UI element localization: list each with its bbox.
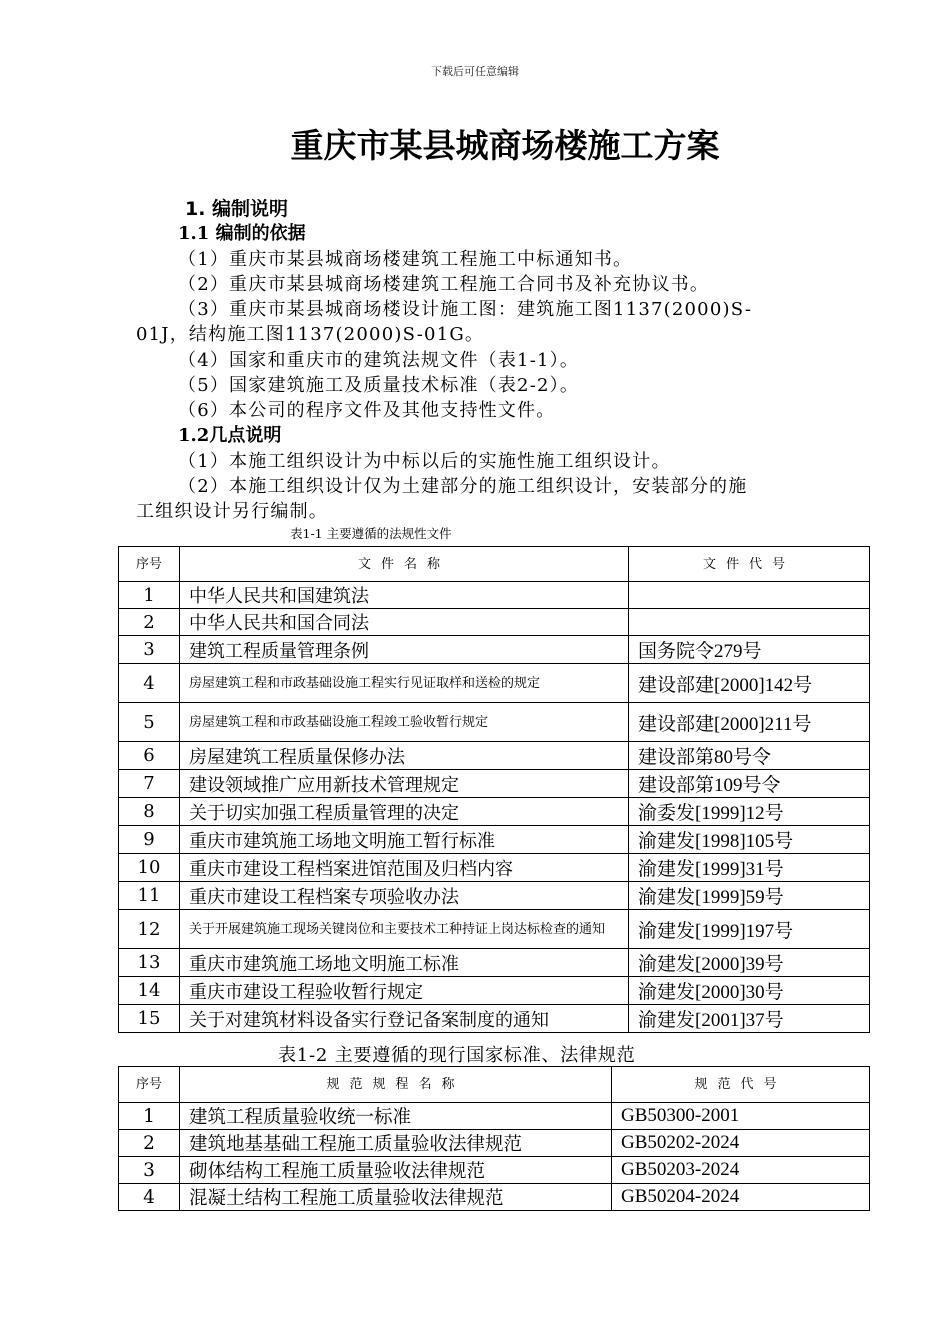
row-name: 建筑地基基础工程施工质量验收法律规范 <box>180 1130 612 1157</box>
column-header-no: 序号 <box>119 1067 180 1103</box>
row-no: 15 <box>119 1005 180 1033</box>
row-name: 中华人民共和国建筑法 <box>180 582 629 609</box>
row-code: 国务院令279号 <box>629 636 870 664</box>
table-row <box>119 977 870 1005</box>
table-row <box>119 1005 870 1033</box>
row-code <box>629 582 870 609</box>
table-row <box>119 582 870 609</box>
row-no: 5 <box>119 703 180 742</box>
row-name: 重庆市建设工程档案进馆范围及归档内容 <box>180 854 629 882</box>
row-name: 房屋建筑工程和市政基础设施工程实行见证取样和送检的规定 <box>180 664 629 703</box>
row-no: 3 <box>119 636 180 664</box>
note-item-continued: 工组织设计另行编制。 <box>136 501 328 522</box>
row-code: 渝建发[2001]37号 <box>629 1005 870 1033</box>
row-code: 渝建发[1999]31号 <box>629 854 870 882</box>
row-no: 13 <box>119 949 180 977</box>
basis-item: （3）重庆市某县城商场楼设计施工图：建筑施工图1137(2000)S- <box>178 299 753 320</box>
row-name: 房屋建筑工程和市政基础设施工程竣工验收暂行规定 <box>180 703 629 742</box>
basis-item: （5）国家建筑施工及质量技术标准（表2-2）。 <box>178 375 580 396</box>
column-header-name: 规范规程名称 <box>180 1067 612 1103</box>
row-no: 1 <box>119 1103 180 1130</box>
table-row <box>119 1184 870 1211</box>
row-no: 2 <box>119 1130 180 1157</box>
row-no: 4 <box>119 664 180 703</box>
row-no: 1 <box>119 582 180 609</box>
table-row <box>119 609 870 636</box>
row-no: 14 <box>119 977 180 1005</box>
subsection-heading: 1.1 编制的依据 <box>178 223 306 244</box>
table-row <box>119 664 870 703</box>
row-code: 渝建发[2000]30号 <box>629 977 870 1005</box>
subsection-heading: 1.2几点说明 <box>178 425 282 446</box>
row-code: GB50202-2024 <box>612 1130 870 1157</box>
table-row <box>119 703 870 742</box>
table-row <box>119 910 870 949</box>
header-note: 下载后可任意编辑 <box>431 65 519 78</box>
row-name: 关于开展建筑施工现场关键岗位和主要技术工种持证上岗达标检查的通知 <box>180 910 629 949</box>
row-code: 渝建发[1999]59号 <box>629 882 870 910</box>
row-code: 渝委发[1999]12号 <box>629 798 870 826</box>
row-code: GB50300-2001 <box>612 1103 870 1130</box>
note-item: （2）本施工组织设计仅为土建部分的施工组织设计，安装部分的施 <box>178 476 748 497</box>
row-code: 建设部建[2000]142号 <box>629 664 870 703</box>
row-code: 渝建发[2000]39号 <box>629 949 870 977</box>
row-no: 3 <box>119 1157 180 1184</box>
standards-table <box>118 1066 870 1211</box>
row-name: 建筑工程质量管理条例 <box>180 636 629 664</box>
row-code: GB50203-2024 <box>612 1157 870 1184</box>
basis-item: （6）本公司的程序文件及其他支持性文件。 <box>178 400 556 421</box>
table2-caption: 表1-2 主要遵循的现行国家标准、法律规范 <box>278 1045 636 1066</box>
table-row <box>119 826 870 854</box>
row-no: 7 <box>119 770 180 798</box>
table-row <box>119 798 870 826</box>
row-name: 关于对建筑材料设备实行登记备案制度的通知 <box>180 1005 629 1033</box>
row-no: 2 <box>119 609 180 636</box>
table-row <box>119 882 870 910</box>
row-code: 渝建发[1999]197号 <box>629 910 870 949</box>
row-name: 重庆市建设工程档案专项验收办法 <box>180 882 629 910</box>
row-name: 建筑工程质量验收统一标准 <box>180 1103 612 1130</box>
note-item: （1）本施工组织设计为中标以后的实施性施工组织设计。 <box>178 451 671 472</box>
regulations-table <box>118 546 870 1033</box>
table-row <box>119 1157 870 1184</box>
column-header-code: 规范代号 <box>612 1067 870 1103</box>
row-no: 4 <box>119 1184 180 1211</box>
column-header-code: 文件代号 <box>629 547 870 582</box>
row-no: 6 <box>119 742 180 770</box>
column-header-name: 文件名称 <box>180 547 629 582</box>
row-name: 中华人民共和国合同法 <box>180 609 629 636</box>
page-title: 重庆市某县城商场楼施工方案 <box>290 126 720 165</box>
row-name: 建设领域推广应用新技术管理规定 <box>180 770 629 798</box>
row-name: 重庆市建设工程验收暂行规定 <box>180 977 629 1005</box>
row-name: 混凝土结构工程施工质量验收法律规范 <box>180 1184 612 1211</box>
row-no: 11 <box>119 882 180 910</box>
row-code: 建设部第109号令 <box>629 770 870 798</box>
basis-item: （4）国家和重庆市的建筑法规文件（表1-1）。 <box>178 350 580 371</box>
row-code: 建设部建[2000]211号 <box>629 703 870 742</box>
row-no: 12 <box>119 910 180 949</box>
table-row <box>119 1103 870 1130</box>
table-row <box>119 854 870 882</box>
table-header-row <box>119 547 870 582</box>
row-code: GB50204-2024 <box>612 1184 870 1211</box>
table-row <box>119 1130 870 1157</box>
row-name: 房屋建筑工程质量保修办法 <box>180 742 629 770</box>
table-row <box>119 742 870 770</box>
row-name: 关于切实加强工程质量管理的决定 <box>180 798 629 826</box>
basis-item: （2）重庆市某县城商场楼建筑工程施工合同书及补充协议书。 <box>178 274 710 295</box>
row-name: 重庆市建筑施工场地文明施工暂行标准 <box>180 826 629 854</box>
section-heading: 1. 编制说明 <box>185 198 289 220</box>
row-no: 10 <box>119 854 180 882</box>
row-code <box>629 609 870 636</box>
table-row <box>119 770 870 798</box>
table-row <box>119 949 870 977</box>
row-code: 渝建发[1998]105号 <box>629 826 870 854</box>
row-name: 砌体结构工程施工质量验收法律规范 <box>180 1157 612 1184</box>
row-name: 重庆市建筑施工场地文明施工标准 <box>180 949 629 977</box>
row-code: 建设部第80号令 <box>629 742 870 770</box>
basis-item-continued: 01J，结构施工图1137(2000)S-01G。 <box>136 324 485 345</box>
column-header-no: 序号 <box>119 547 180 582</box>
table1-caption: 表1-1 主要遵循的法规性文件 <box>290 526 452 541</box>
table-row <box>119 636 870 664</box>
table-header-row <box>119 1067 870 1103</box>
row-no: 9 <box>119 826 180 854</box>
row-no: 8 <box>119 798 180 826</box>
basis-item: （1）重庆市某县城商场楼建筑工程施工中标通知书。 <box>178 249 633 270</box>
